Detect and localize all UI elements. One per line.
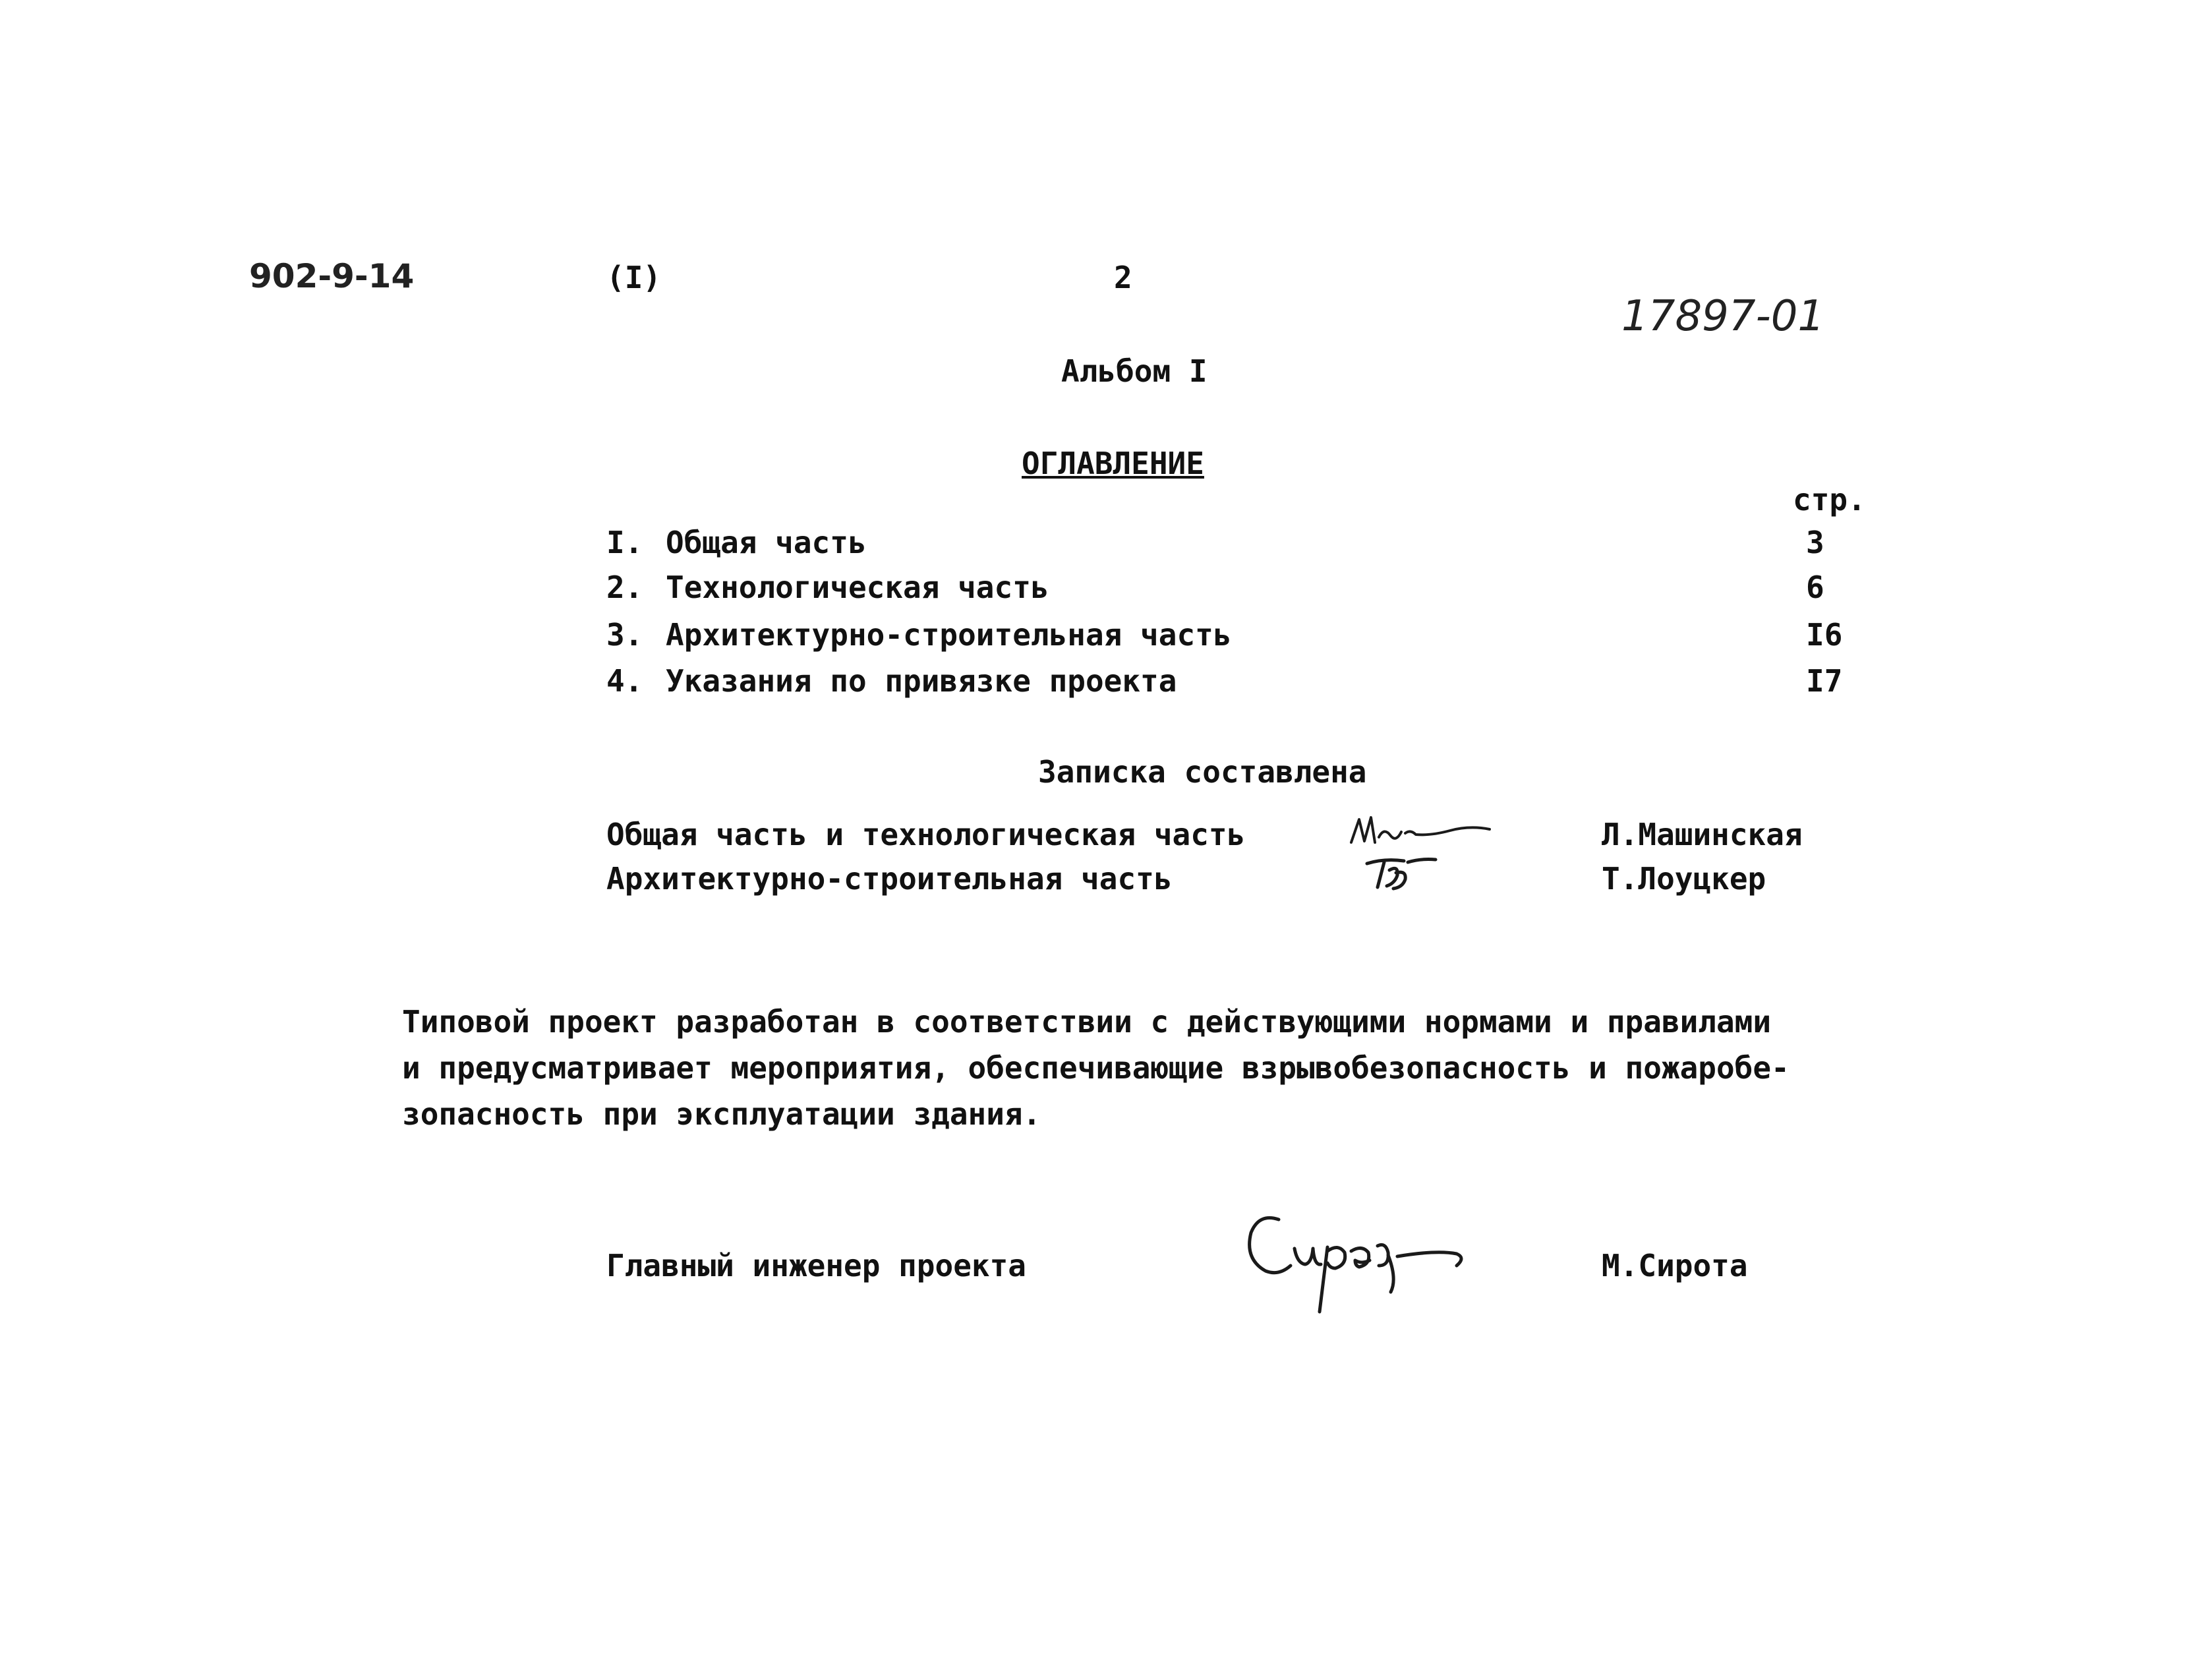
inventory-number: 17897-01 [1621, 292, 1825, 341]
toc-item-4-page: I7 [1806, 663, 1843, 699]
chief-engineer-name: М.Сирота [1602, 1248, 1748, 1283]
toc-page-column-label: стр. [1793, 482, 1866, 517]
toc-item-3-page: I6 [1806, 617, 1843, 653]
toc-item-2-title: Технологическая часть [666, 570, 1049, 605]
author-1-section: Общая часть и технологическая часть [606, 817, 1246, 852]
statement-line-1: Типовой проект разработан в соответствии с действующими нормами и правилами [402, 1004, 1772, 1040]
author-2-signature [1358, 850, 1443, 896]
toc-item-3-number: 3. [606, 617, 643, 653]
album-title: Альбом I [1061, 353, 1208, 389]
chief-engineer-signature [1239, 1200, 1529, 1332]
toc-item-2-number: 2. [606, 570, 643, 605]
toc-item-1-number: I. [606, 525, 643, 560]
toc-item-2-page: 6 [1806, 570, 1824, 605]
project-code: 902-9-14 [249, 257, 415, 295]
statement-line-2: и предусматривает мероприятия, обеспечивающие взрывобезопасность и пожаробе- [402, 1050, 1790, 1086]
statement-line-3: зопасность при эксплуатации здания. [402, 1096, 1041, 1132]
author-2-name: Т.Лоуцкер [1602, 861, 1766, 896]
toc-heading: ОГЛАВЛЕНИЕ [1022, 446, 1204, 481]
toc-item-4-number: 4. [606, 663, 643, 699]
compiled-by-heading: Записка составлена [1038, 754, 1367, 790]
chief-engineer-title: Главный инженер проекта [606, 1248, 1026, 1283]
toc-item-1-title: Общая часть [666, 525, 867, 560]
page-number: 2 [1114, 260, 1132, 295]
toc-item-4-title: Указания по привязке проекта [666, 663, 1177, 699]
author-1-name: Л.Машинская [1602, 817, 1803, 852]
part-number: (I) [606, 260, 662, 295]
author-1-signature [1345, 803, 1496, 856]
author-2-section: Архитектурно-строительная часть [606, 861, 1173, 896]
toc-item-3-title: Архитектурно-строительная часть [666, 617, 1232, 653]
toc-item-1-page: 3 [1806, 525, 1824, 560]
